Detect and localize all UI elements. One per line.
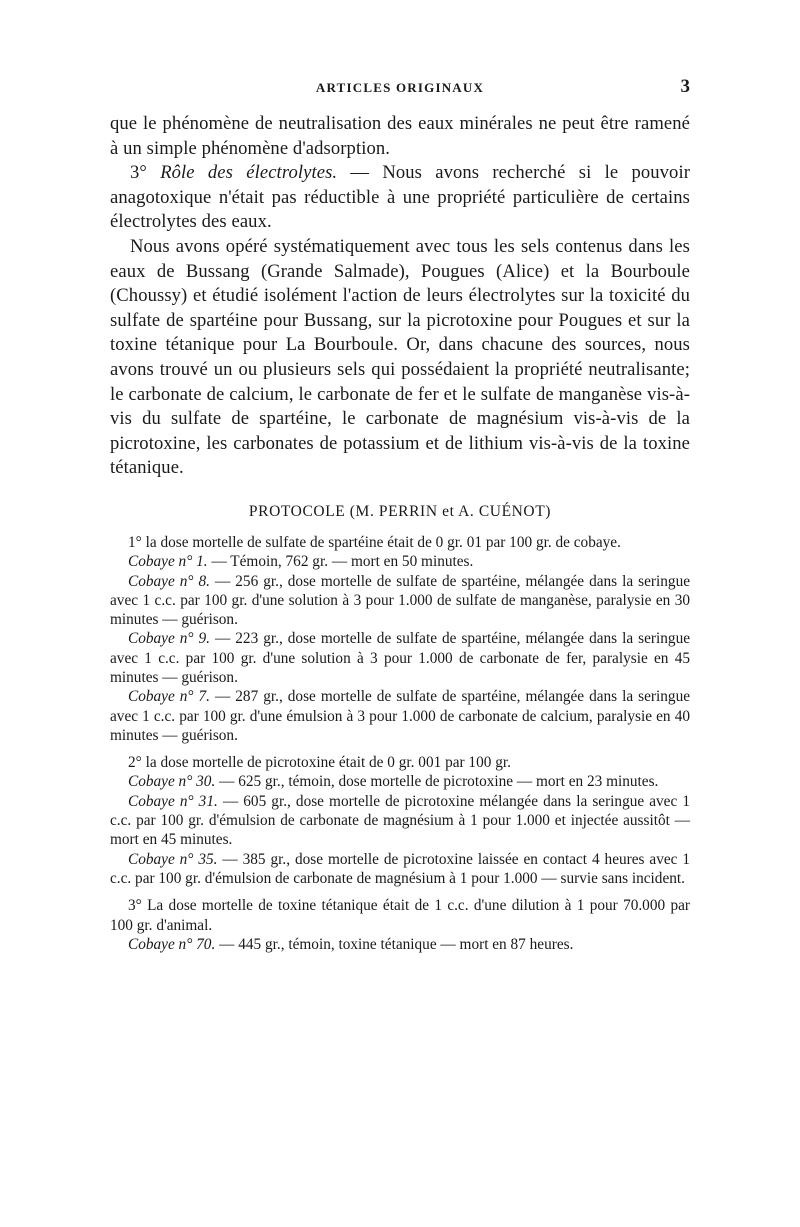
entry-text: — 445 gr., témoin, toxine tétanique — mort en 87 heures. <box>215 935 574 953</box>
protocol-entry <box>110 792 690 850</box>
entry-text: — 625 gr., témoin, dose mortelle de picrotoxine — mort en 23 minutes. <box>215 773 659 791</box>
protocol-entry <box>110 850 690 889</box>
entry-text: — 223 gr., dose mortelle de sulfate de spartéine, mélangée dans la seringue avec 1 c.c. par 100 gr. d'une solution à 3 pour 1.000 de carbonate de fer, paralysie en 45 minutes — guérison. <box>110 630 691 686</box>
section-text: — Nous avons recherché si le pouvoir anagotoxique n'était pas réductible à une propriété particulière de certains électrolytes des eaux. <box>110 162 691 233</box>
protocol-entry <box>110 629 690 687</box>
entry-text: — 287 gr., dose mortelle de sulfate de spartéine, mélangée dans la seringue avec 1 c.c. par 100 gr. d'une émulsion à 3 pour 1.000 de carbonate de calcium, paralysie en 40 minutes — guérison. <box>110 688 691 744</box>
protocol-entry <box>110 552 690 571</box>
entry-label: Cobaye n° 9. <box>128 630 210 648</box>
protocol-title: PROTOCOLE (M. PERRIN et A. CUÉNOT) <box>248 502 552 520</box>
page <box>110 76 690 954</box>
entry-text: — 605 gr., dose mortelle de picrotoxine mélangée dans la seringue avec 1 c.c. par 100 gr. d'émulsion de carbonate de magnésium à 1 pour 1.000 et injectée aussitôt — mort en 45 minutes. <box>110 792 690 849</box>
section-title: Rôle des électrolytes. <box>160 162 338 184</box>
entry-label: Cobaye n° 31. <box>128 792 218 810</box>
entry-label: Cobaye n° 1. <box>128 553 208 571</box>
entry-text: — Témoin, 762 gr. — mort en 50 minutes. <box>207 553 474 571</box>
entry-label: Cobaye n° 7. <box>128 688 210 706</box>
entry-label: Cobaye n° 30. <box>128 773 216 791</box>
protocol-intro-1: 1° la dose mortelle de sulfate de spartéine était de 0 gr. 01 par 100 gr. de cobaye. <box>128 533 621 551</box>
entry-text: — 385 gr., dose mortelle de picrotoxine laissée en contact 4 heures avec 1 c.c. par 100 gr. d'émulsion de carbonate de magnésium à 1 pour 1.000 — survie sans incident. <box>110 850 691 887</box>
protocol-intro-3: 3° La dose mortelle de toxine tétanique était de 1 c.c. d'une dilution à 1 pour 70.000 par 100 gr. d'animal. <box>110 897 690 934</box>
protocol-entry <box>110 687 690 745</box>
page-header <box>110 76 690 104</box>
paragraph-continued: que le phénomène de neutralisation des eaux minérales ne peut être ramené à un simple phénomène d'adsorption. <box>110 113 690 159</box>
page-number: 3 <box>680 76 690 97</box>
protocol-intro-2: 2° la dose mortelle de picrotoxine était de 0 gr. 001 par 100 gr. <box>128 754 511 772</box>
main-text <box>110 112 690 481</box>
protocol <box>110 533 690 954</box>
protocol-entry <box>110 935 690 954</box>
entry-label: Cobaye n° 8. <box>128 572 210 590</box>
protocol-entry <box>110 572 690 630</box>
entry-text: — 256 gr., dose mortelle de sulfate de spartéine, mélangée dans la seringue avec 1 c.c. par 100 gr. d'une solution à 3 pour 1.000 de sulfate de manganèse, paralysie en 30 minutes — guérison. <box>110 572 691 629</box>
paragraph-experiments: Nous avons opéré systématiquement avec tous les sels contenus dans les eaux de Bussang (Grande Salmade), Pougues (Alice) et la Bourboule (Choussy) et étudié isolément l'action de leurs électrolytes sur la toxicité du sulfate de spartéine pour Bussang, sur la picrotoxine pour Pougues et sur la toxine tétanique pour La Bourboule. Or, dans chacune des sources, nous avons trouvé un ou plusieurs sels qui possédaient la propriété neutralisante; le carbonate de calcium, le carbonate de fer et le sulfate de manganèse vis-à-vis du sulfate de spartéine, le carbonate de magnésium vis-à-vis de la picrotoxine, les carbonates de potassium et de lithium vis-à-vis de la toxine tétanique. <box>110 235 690 479</box>
entry-label: Cobaye n° 35. <box>128 850 218 868</box>
running-head: ARTICLES ORIGINAUX <box>315 80 485 95</box>
section-number: 3° <box>130 162 161 184</box>
protocol-entry <box>110 772 690 791</box>
paragraph-electrolytes <box>110 161 690 235</box>
entry-label: Cobaye n° 70. <box>128 935 216 953</box>
